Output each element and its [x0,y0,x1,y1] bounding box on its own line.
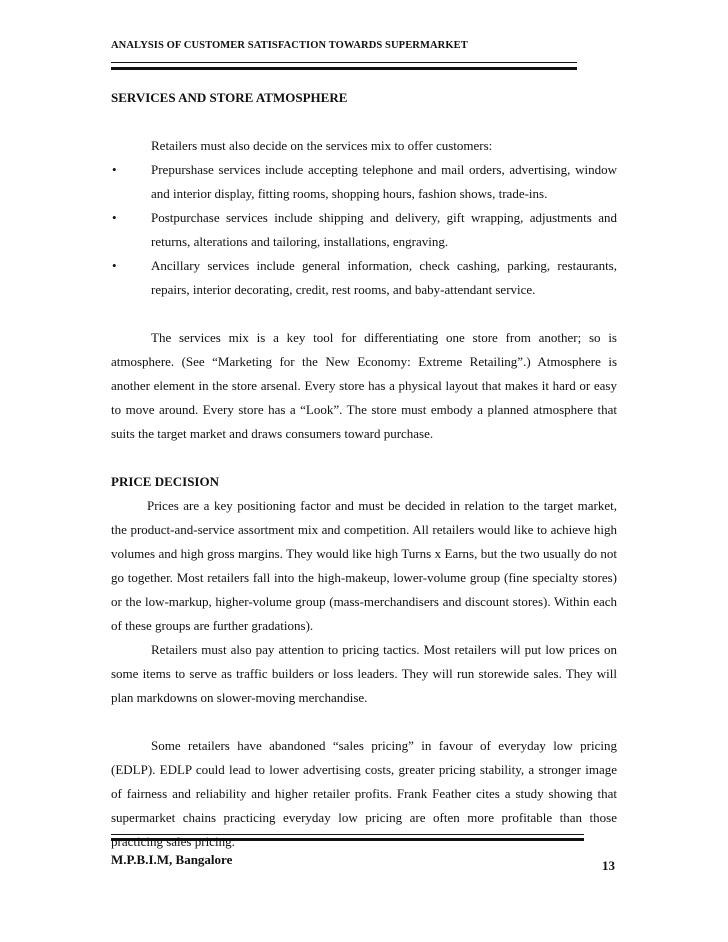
footer-institution: M.P.B.I.M, Bangalore [111,852,233,867]
bullet-icon: • [112,210,117,225]
price-paragraph-3: Some retailers have abandoned “sales pricing” in favour of everyday low pricing (EDLP). EDLP could lead to lower advertising costs, greater pricing stability, a stronger image of fairness and reliability and higher retailer profits. Frank Feather cites a study showing that supermarket chains practicing everyday low pricing are often more profitable than those practicing sales pricing. [111,738,617,849]
price-paragraph-1: Prices are a key positioning factor and must be decided in relation to the target market, the product-and-service assortment mix and competition. All retailers would like to achieve high volumes and high gross margins. They would like high Turns x Earns, but the two usually do not go together. Most retailers fall into the high-makeup, lower-volume group (fine specialty stores) or the low-markup, higher-volume group (mass-merchandisers and discount stores). Within each of these groups are further gradations). [111,498,617,633]
page-number: 13 [602,858,615,873]
bullet-icon: • [112,162,117,177]
services-intro-paragraph: Retailers must also decide on the services mix to offer customers: [151,138,493,153]
list-item [111,206,617,254]
price-paragraph-2: Retailers must also pay attention to pricing tactics. Most retailers will put low prices on some items to serve as traffic builders or loss leaders. They will run storewide sales. They will plan markdowns on slower-moving merchandise. [111,642,617,705]
list-item [111,254,617,302]
running-header-title: ANALYSIS OF CUSTOMER SATISFACTION TOWARDS SUPERMARKET [111,40,468,51]
bullet-text: Ancillary services include general information, check cashing, parking, restaurants, repairs, interior decorating, credit, rest rooms, and baby-attendant service. [151,258,617,297]
bullet-icon: • [112,258,117,273]
services-mix-paragraph: The services mix is a key tool for differentiating one store from another; so is atmosphere. (See “Marketing for the New Economy: Extreme Retailing”.) Atmosphere is another element in the store arsenal. Every store has a physical layout that makes it hard or easy to move around. Every store has a “Look”. The store must embody a planned atmosphere that suits the target market and draws consumers toward purchase. [111,330,617,441]
bullet-text: Postpurchase services include shipping and delivery, gift wrapping, adjustments and returns, alterations and tailoring, installations, engraving. [151,210,617,249]
section-heading-price: PRICE DECISION [111,474,219,489]
footer-double-rule [111,834,584,841]
services-bullet-list [111,158,617,302]
page-body [111,86,617,854]
header-double-rule [111,62,577,70]
section-heading-services: SERVICES AND STORE ATMOSPHERE [111,90,348,105]
list-item [111,158,617,206]
bullet-text: Prepurshase services include accepting telephone and mail orders, advertising, window and interior display, fitting rooms, shopping hours, fashion shows, trade-ins. [151,162,617,201]
